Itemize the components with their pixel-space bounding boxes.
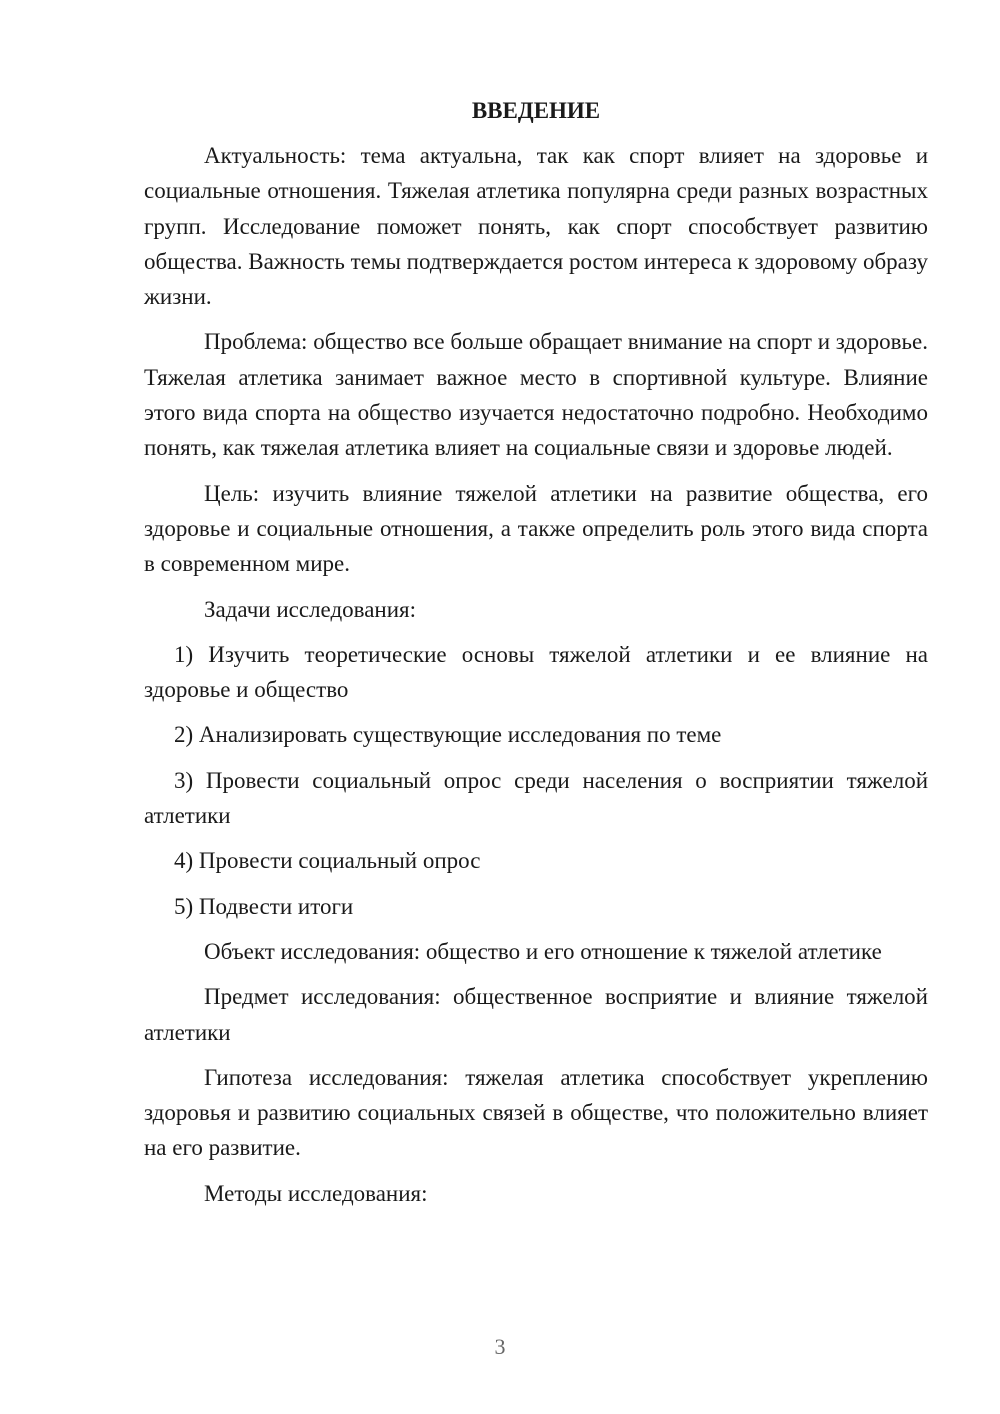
subject-paragraph: Предмет исследования: общественное восприятие и влияние тяжелой атлетики xyxy=(144,984,928,1045)
task-item-3: 3) Провести социальный опрос среди населения о восприятии тяжелой атлетики xyxy=(144,767,928,829)
section-title: ВВЕДЕНИЕ xyxy=(471,98,601,123)
goal-paragraph: Цель: изучить влияние тяжелой атлетики на развитие общества, его здоровье и социальные отношения, а также определить роль этого вида спорта в современном мире. xyxy=(144,480,928,577)
relevance-paragraph: Актуальность: тема актуальна, так как спорт влияет на здоровье и социальные отношения. Тяжелая атлетика популярна среди разных возрастных групп. Исследование поможет понять, как спорт способствует развитию общества. Важность темы подтверждается ростом интереса к здоровому образу жизни. xyxy=(144,143,928,310)
page-content xyxy=(144,93,928,1221)
task-item-4: 4) Провести социальный опрос xyxy=(174,848,481,874)
methods-heading: Методы исследования: xyxy=(204,1180,428,1206)
object-paragraph: Объект исследования: общество и его отношение к тяжелой атлетике xyxy=(204,938,882,964)
task-item-1: 1) Изучить теоретические основы тяжелой атлетики и ее влияние на здоровье и общество xyxy=(144,641,928,703)
page-number: 3 xyxy=(494,1334,506,1359)
hypothesis-paragraph: Гипотеза исследования: тяжелая атлетика способствует укреплению здоровья и развитию социальных связей в обществе, что положительно влияет на его развитие. xyxy=(144,1064,928,1161)
task-item-2: 2) Анализировать существующие исследования по теме xyxy=(174,722,722,748)
problem-paragraph: Проблема: общество все больше обращает внимание на спорт и здоровье. Тяжелая атлетика занимает важное место в спортивной культуре. Влияние этого вида спорта на общество изучается недостаточно подробно. Необходимо понять, как тяжелая атлетика влияет на социальные связи и здоровье людей. xyxy=(144,329,928,461)
tasks-heading: Задачи исследования: xyxy=(204,596,417,622)
task-item-5: 5) Подвести итоги xyxy=(174,893,354,919)
